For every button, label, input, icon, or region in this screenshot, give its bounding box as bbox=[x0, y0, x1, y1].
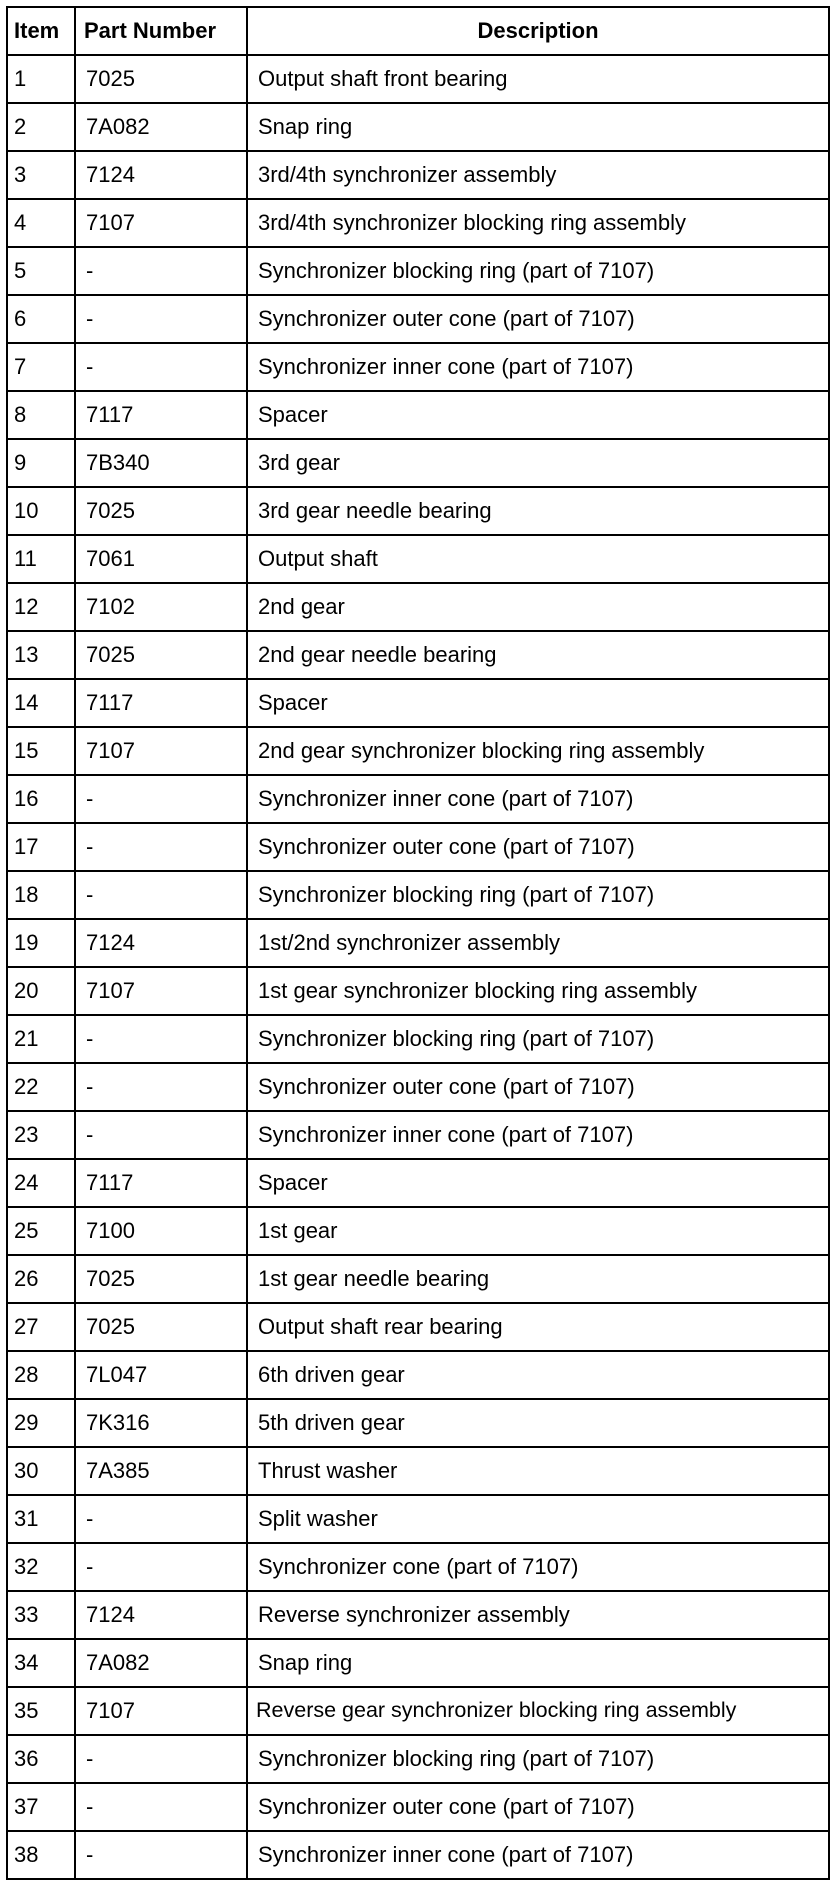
table-row bbox=[7, 1351, 829, 1399]
cell-item: 10 bbox=[7, 487, 75, 535]
cell-description: Output shaft rear bearing bbox=[247, 1303, 829, 1351]
cell-item: 2 bbox=[7, 103, 75, 151]
parts-table bbox=[6, 6, 830, 1880]
cell-item: 8 bbox=[7, 391, 75, 439]
cell-item: 35 bbox=[7, 1687, 75, 1735]
cell-description: Synchronizer inner cone (part of 7107) bbox=[247, 775, 829, 823]
table-row bbox=[7, 439, 829, 487]
cell-description: 1st/2nd synchronizer assembly bbox=[247, 919, 829, 967]
table-row bbox=[7, 631, 829, 679]
cell-description: Synchronizer outer cone (part of 7107) bbox=[247, 1783, 829, 1831]
cell-item: 32 bbox=[7, 1543, 75, 1591]
table-row bbox=[7, 1543, 829, 1591]
table-row bbox=[7, 199, 829, 247]
cell-description: Snap ring bbox=[247, 103, 829, 151]
cell-description: Synchronizer blocking ring (part of 7107) bbox=[247, 1735, 829, 1783]
cell-item: 37 bbox=[7, 1783, 75, 1831]
cell-item: 28 bbox=[7, 1351, 75, 1399]
cell-part-number: 7100 bbox=[75, 1207, 247, 1255]
table-row bbox=[7, 775, 829, 823]
cell-item: 14 bbox=[7, 679, 75, 727]
cell-part-number: - bbox=[75, 1111, 247, 1159]
table-row bbox=[7, 391, 829, 439]
cell-part-number: 7117 bbox=[75, 1159, 247, 1207]
cell-description: Snap ring bbox=[247, 1639, 829, 1687]
cell-item: 13 bbox=[7, 631, 75, 679]
table-row bbox=[7, 1687, 829, 1735]
cell-item: 12 bbox=[7, 583, 75, 631]
table-row bbox=[7, 823, 829, 871]
cell-part-number: - bbox=[75, 1063, 247, 1111]
header-item: Item bbox=[7, 7, 75, 55]
cell-item: 19 bbox=[7, 919, 75, 967]
table-row bbox=[7, 1303, 829, 1351]
cell-description: Synchronizer blocking ring (part of 7107) bbox=[247, 871, 829, 919]
table-row bbox=[7, 1495, 829, 1543]
cell-description: Spacer bbox=[247, 391, 829, 439]
cell-item: 23 bbox=[7, 1111, 75, 1159]
cell-part-number: - bbox=[75, 1015, 247, 1063]
cell-part-number: - bbox=[75, 871, 247, 919]
cell-description: Synchronizer blocking ring (part of 7107) bbox=[247, 247, 829, 295]
cell-part-number: 7025 bbox=[75, 1255, 247, 1303]
cell-description: Reverse synchronizer assembly bbox=[247, 1591, 829, 1639]
cell-part-number: 7B340 bbox=[75, 439, 247, 487]
cell-part-number: 7124 bbox=[75, 1591, 247, 1639]
table-row bbox=[7, 1159, 829, 1207]
cell-item: 1 bbox=[7, 55, 75, 103]
table-row bbox=[7, 151, 829, 199]
cell-item: 6 bbox=[7, 295, 75, 343]
table-row bbox=[7, 295, 829, 343]
cell-item: 15 bbox=[7, 727, 75, 775]
table-row bbox=[7, 1015, 829, 1063]
cell-description: Spacer bbox=[247, 679, 829, 727]
table-row bbox=[7, 1735, 829, 1783]
cell-item: 26 bbox=[7, 1255, 75, 1303]
table-row bbox=[7, 583, 829, 631]
cell-part-number: - bbox=[75, 1735, 247, 1783]
cell-item: 9 bbox=[7, 439, 75, 487]
cell-description: Reverse gear synchronizer blocking ring assembly bbox=[247, 1687, 829, 1735]
cell-part-number: 7025 bbox=[75, 631, 247, 679]
cell-item: 7 bbox=[7, 343, 75, 391]
cell-description: Synchronizer outer cone (part of 7107) bbox=[247, 1063, 829, 1111]
table-header bbox=[7, 7, 829, 55]
cell-part-number: - bbox=[75, 823, 247, 871]
cell-description: 6th driven gear bbox=[247, 1351, 829, 1399]
cell-part-number: - bbox=[75, 295, 247, 343]
cell-item: 38 bbox=[7, 1831, 75, 1879]
cell-item: 30 bbox=[7, 1447, 75, 1495]
cell-part-number: 7A082 bbox=[75, 1639, 247, 1687]
cell-item: 4 bbox=[7, 199, 75, 247]
table-row bbox=[7, 1639, 829, 1687]
table-row bbox=[7, 919, 829, 967]
cell-item: 33 bbox=[7, 1591, 75, 1639]
cell-part-number: 7107 bbox=[75, 1687, 247, 1735]
cell-description: Synchronizer blocking ring (part of 7107) bbox=[247, 1015, 829, 1063]
cell-item: 29 bbox=[7, 1399, 75, 1447]
cell-item: 24 bbox=[7, 1159, 75, 1207]
cell-item: 17 bbox=[7, 823, 75, 871]
table-row bbox=[7, 1399, 829, 1447]
cell-part-number: - bbox=[75, 1831, 247, 1879]
cell-part-number: 7102 bbox=[75, 583, 247, 631]
cell-description: 3rd/4th synchronizer blocking ring assembly bbox=[247, 199, 829, 247]
cell-description: 5th driven gear bbox=[247, 1399, 829, 1447]
cell-part-number: 7124 bbox=[75, 151, 247, 199]
cell-item: 21 bbox=[7, 1015, 75, 1063]
cell-part-number: - bbox=[75, 1783, 247, 1831]
cell-item: 5 bbox=[7, 247, 75, 295]
cell-description: Synchronizer cone (part of 7107) bbox=[247, 1543, 829, 1591]
table-row bbox=[7, 679, 829, 727]
cell-part-number: - bbox=[75, 1543, 247, 1591]
table-row bbox=[7, 1831, 829, 1879]
cell-item: 16 bbox=[7, 775, 75, 823]
header-row bbox=[7, 7, 829, 55]
table-row bbox=[7, 1063, 829, 1111]
cell-item: 22 bbox=[7, 1063, 75, 1111]
table-row bbox=[7, 967, 829, 1015]
cell-part-number: - bbox=[75, 1495, 247, 1543]
cell-item: 20 bbox=[7, 967, 75, 1015]
table-row bbox=[7, 1447, 829, 1495]
cell-description: Synchronizer outer cone (part of 7107) bbox=[247, 823, 829, 871]
cell-description: Output shaft front bearing bbox=[247, 55, 829, 103]
cell-description: 2nd gear synchronizer blocking ring assembly bbox=[247, 727, 829, 775]
table-body bbox=[7, 55, 829, 1879]
cell-part-number: 7107 bbox=[75, 967, 247, 1015]
cell-item: 18 bbox=[7, 871, 75, 919]
cell-description: 2nd gear needle bearing bbox=[247, 631, 829, 679]
table-row bbox=[7, 487, 829, 535]
cell-description: 1st gear synchronizer blocking ring assembly bbox=[247, 967, 829, 1015]
cell-description: 3rd/4th synchronizer assembly bbox=[247, 151, 829, 199]
table-row bbox=[7, 727, 829, 775]
table-row bbox=[7, 103, 829, 151]
table-row bbox=[7, 1591, 829, 1639]
cell-part-number: 7025 bbox=[75, 487, 247, 535]
cell-item: 27 bbox=[7, 1303, 75, 1351]
table-row bbox=[7, 871, 829, 919]
cell-part-number: 7L047 bbox=[75, 1351, 247, 1399]
cell-part-number: 7A385 bbox=[75, 1447, 247, 1495]
cell-part-number: 7107 bbox=[75, 727, 247, 775]
cell-description: Synchronizer outer cone (part of 7107) bbox=[247, 295, 829, 343]
cell-description: 3rd gear bbox=[247, 439, 829, 487]
cell-part-number: 7117 bbox=[75, 679, 247, 727]
cell-description: 2nd gear bbox=[247, 583, 829, 631]
cell-part-number: 7025 bbox=[75, 1303, 247, 1351]
cell-description: Synchronizer inner cone (part of 7107) bbox=[247, 343, 829, 391]
cell-description: Synchronizer inner cone (part of 7107) bbox=[247, 1111, 829, 1159]
cell-description: Split washer bbox=[247, 1495, 829, 1543]
cell-part-number: 7117 bbox=[75, 391, 247, 439]
cell-item: 25 bbox=[7, 1207, 75, 1255]
cell-description: 3rd gear needle bearing bbox=[247, 487, 829, 535]
cell-part-number: 7K316 bbox=[75, 1399, 247, 1447]
cell-description: Spacer bbox=[247, 1159, 829, 1207]
cell-description: Output shaft bbox=[247, 535, 829, 583]
cell-part-number: 7107 bbox=[75, 199, 247, 247]
cell-part-number: - bbox=[75, 775, 247, 823]
table-row bbox=[7, 343, 829, 391]
cell-part-number: 7124 bbox=[75, 919, 247, 967]
header-part-number: Part Number bbox=[75, 7, 247, 55]
table-row bbox=[7, 55, 829, 103]
table-row bbox=[7, 535, 829, 583]
header-description: Description bbox=[247, 7, 829, 55]
cell-part-number: - bbox=[75, 247, 247, 295]
table-row bbox=[7, 1207, 829, 1255]
cell-part-number: 7A082 bbox=[75, 103, 247, 151]
cell-item: 3 bbox=[7, 151, 75, 199]
cell-part-number: 7025 bbox=[75, 55, 247, 103]
table-row bbox=[7, 1111, 829, 1159]
cell-item: 36 bbox=[7, 1735, 75, 1783]
table-row bbox=[7, 1255, 829, 1303]
cell-part-number: - bbox=[75, 343, 247, 391]
cell-description: Synchronizer inner cone (part of 7107) bbox=[247, 1831, 829, 1879]
cell-item: 11 bbox=[7, 535, 75, 583]
cell-description: 1st gear bbox=[247, 1207, 829, 1255]
cell-description: Thrust washer bbox=[247, 1447, 829, 1495]
cell-item: 31 bbox=[7, 1495, 75, 1543]
cell-part-number: 7061 bbox=[75, 535, 247, 583]
cell-description: 1st gear needle bearing bbox=[247, 1255, 829, 1303]
cell-item: 34 bbox=[7, 1639, 75, 1687]
table-row bbox=[7, 1783, 829, 1831]
table-row bbox=[7, 247, 829, 295]
